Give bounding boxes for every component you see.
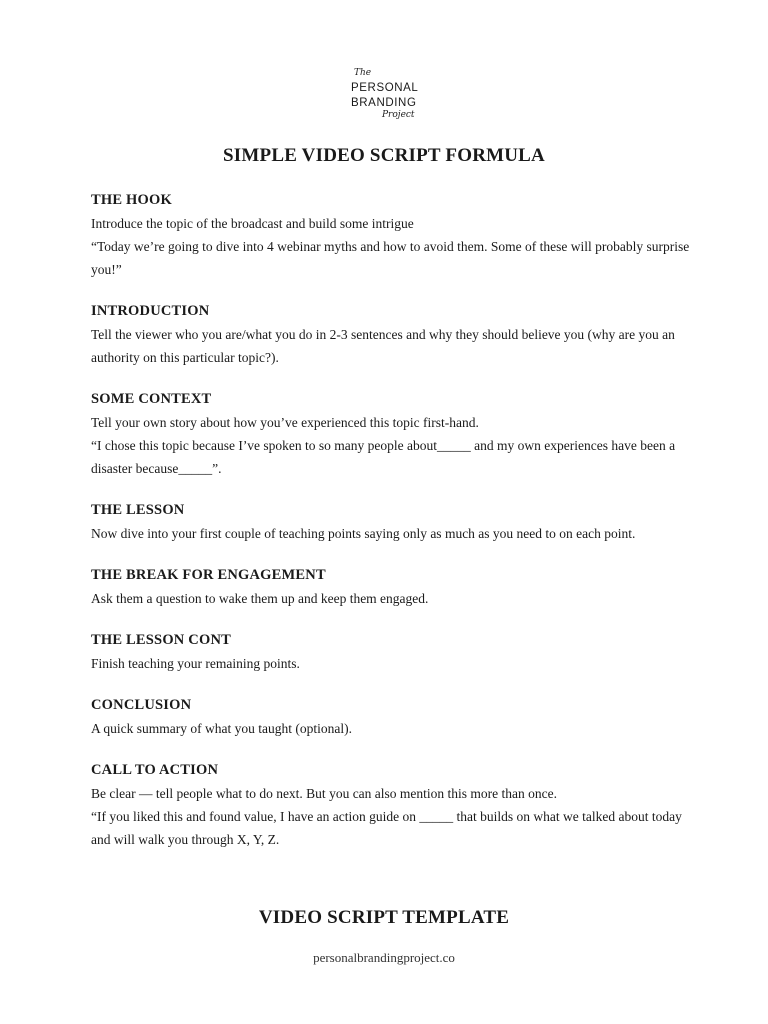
script-formula-sections [91, 189, 691, 870]
template-title: VIDEO SCRIPT TEMPLATE [258, 907, 510, 928]
section-conclusion [91, 694, 691, 740]
section-text: Ask them a question to wake them up and keep them engaged. [91, 591, 429, 606]
section-text: Tell the viewer who you are/what you do in 2-3 sentences and why they should believe you (why are you an authority on this particular topic?). [91, 327, 675, 365]
section-heading: THE HOOK [91, 192, 172, 208]
logo-project: Project [382, 110, 415, 120]
section-heading: THE BREAK FOR ENGAGEMENT [91, 567, 326, 583]
section-heading: CALL TO ACTION [91, 762, 219, 778]
section-call-to-action [91, 759, 691, 851]
section-text: A quick summary of what you taught (optional). [91, 721, 352, 736]
section-lesson-cont [91, 629, 691, 675]
section-text: Tell your own story about how you’ve experienced this topic first-hand. [91, 415, 479, 430]
section-break-for-engagement [91, 564, 691, 610]
section-text: Finish teaching your remaining points. [91, 656, 300, 671]
section-heading: INTRODUCTION [91, 303, 210, 319]
section-text: Be clear — tell people what to do next. But you can also mention this more than once. [91, 786, 558, 801]
section-hook [91, 189, 691, 281]
section-heading: THE LESSON CONT [91, 632, 231, 648]
section-heading: THE LESSON [91, 502, 185, 518]
section-heading: CONCLUSION [91, 697, 192, 713]
section-context [91, 388, 691, 480]
section-introduction [91, 300, 691, 369]
section-text: Now dive into your first couple of teaching points saying only as much as you need to on each point. [91, 526, 636, 541]
section-text: Introduce the topic of the broadcast and build some intrigue [91, 216, 414, 231]
section-heading: SOME CONTEXT [91, 391, 212, 407]
section-lesson [91, 499, 691, 545]
section-text: “If you liked this and found value, I have an action guide on _____ that builds on what we talked about today and will walk you through X, Y, Z. [91, 809, 682, 847]
section-text: “Today we’re going to dive into 4 webinar myths and how to avoid them. Some of these will probably surprise you!” [91, 239, 690, 277]
logo-the: The [354, 68, 372, 78]
logo-branding: BRANDING [351, 97, 417, 109]
section-text: “I chose this topic because I’ve spoken to so many people about_____ and my own experiences have been a disaster because_____”. [91, 438, 676, 476]
footer-website: personalbrandingproject.co [313, 950, 455, 965]
brand-logo [340, 66, 430, 126]
page-title: SIMPLE VIDEO SCRIPT FORMULA [223, 145, 545, 166]
logo-personal: PERSONAL [351, 82, 419, 94]
